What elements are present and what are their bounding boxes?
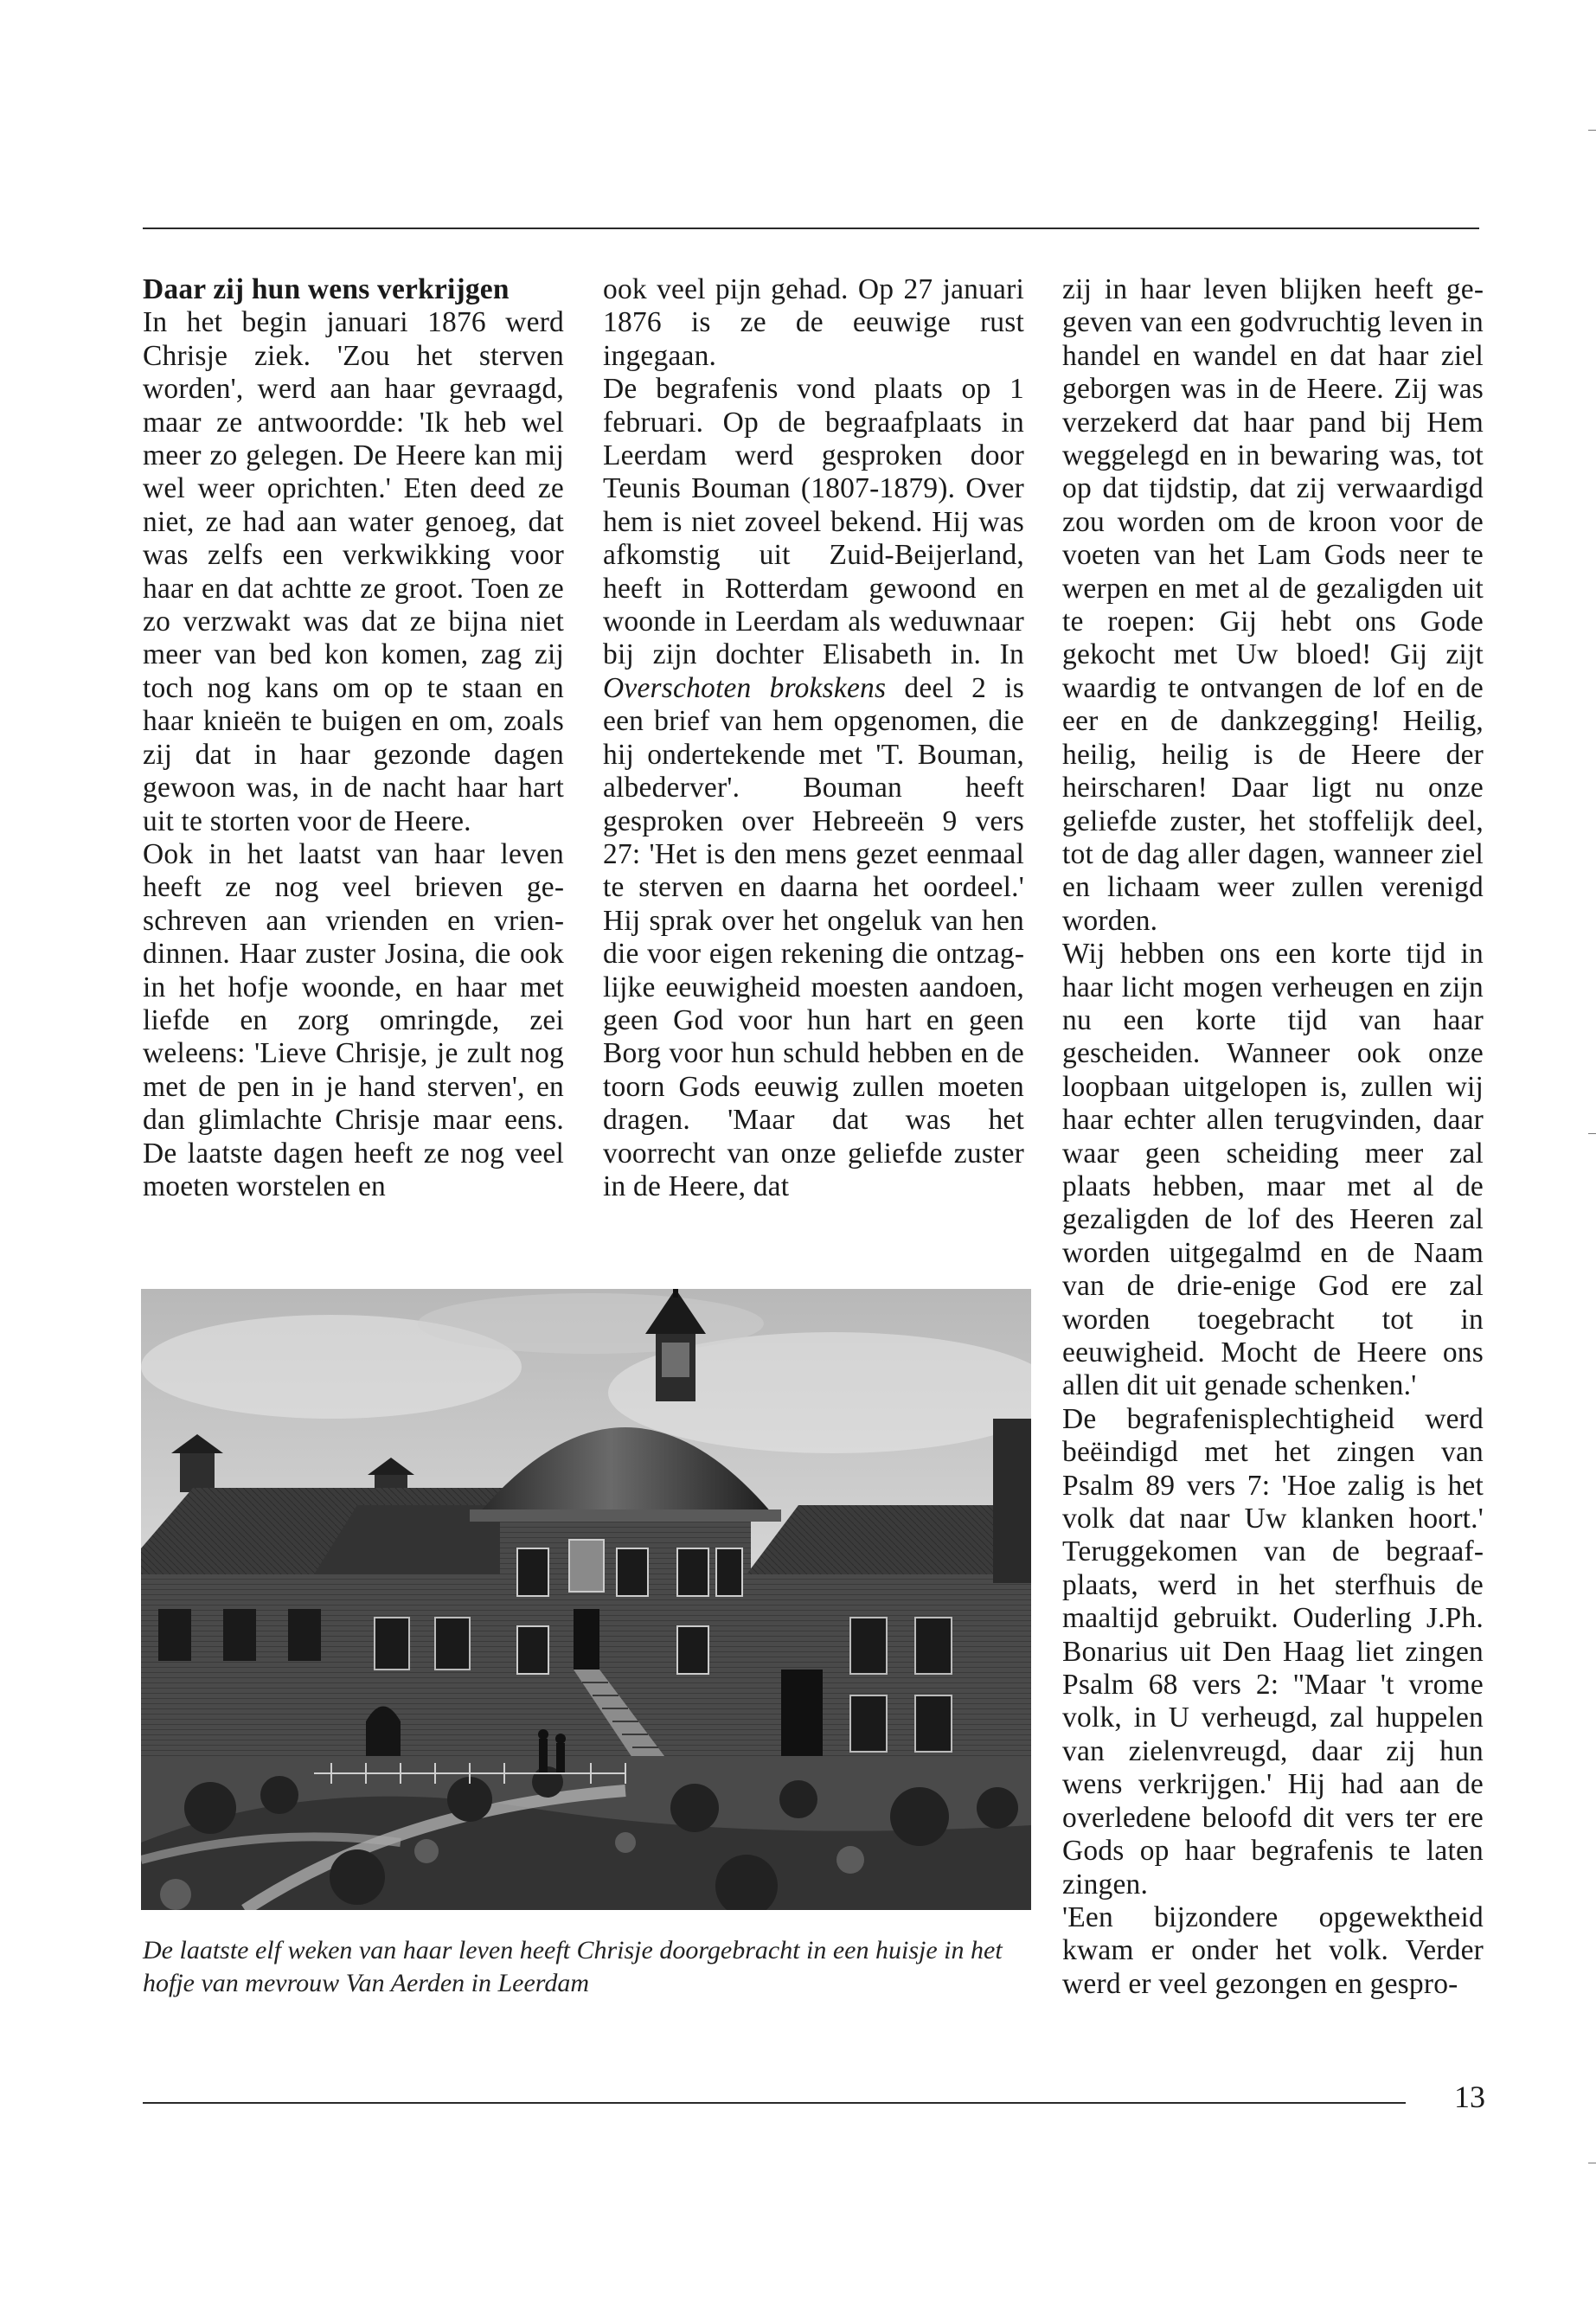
book-title-italic: Overschoten broks — [603, 671, 834, 704]
hofje-photo — [141, 1289, 1031, 1910]
text-column-1 — [143, 273, 564, 1203]
text-column-2 — [603, 273, 1024, 1203]
paragraph: zij in haar leven blijken heeft gegeven van een godvruchtig leven in handel en wandel en dat haar ziel geborgen was in de Heere. Zij was verzekerd dat haar pand bij Hem weggelegd en in bewaring was, tot op dat tijdstip, dat zij verwaardigd zou worden om de kroon voor de voeten van het Lam Gods neer te werpen en met al de gezaligden uit te roepen: Gij hebt ons Gode gekocht met Uw bloed! Gij zijt waardig te ontvangen de lof en de eer en de dankzegging! Heilig, heilig, heilig is de Heere der heirscharen! Daar ligt nu onze geliefde zuster, het stoffelijk deel, tot de dag aller dagen, wanneer ziel en lichaam weer zullen verenigd worden. — [1062, 273, 1484, 937]
top-rule — [143, 228, 1479, 229]
crop-mark — [1588, 1133, 1596, 1134]
book-title-italic: kens — [833, 671, 887, 704]
paragraph: De begrafenisplechtigheid werd beëindigd met het zingen van Psalm 89 vers 7: 'Hoe zalig is het volk dat naar Uw klanken hoort.' Teruggekomen van de begraafplaats, werd in het sterfhuis de maaltijd gebruikt. Ouderling J.Ph. Bonarius uit Den Haag liet zingen Psalm 68 vers 2: ''Maar 't vrome volk, in U verheugd, zal huppelen van zielenvreugd, daar zij hun wens verkrijgen.' Hij had aan de overledene beloofd dit vers ter ere Gods op haar begrafenis te laten zingen. — [1062, 1402, 1484, 1900]
paragraph: In het begin januari 1876 werd Chrisje ziek. 'Zou het sterven worden', werd aan haar gevraagd, maar ze antwoordde: 'Ik heb wel meer zo gelegen. De Heere kan mij wel weer oprichten.' Eten deed ze niet, ze had aan water genoeg, dat was zelfs een verkwikking voor haar en dat achtte ze groot. Toen ze zo verzwakt was dat ze bijna niet meer van bed kon komen, zag zij toch nog kans om op te staan en haar knieën te buigen en om, zoals zij dat in haar gezonde dagen gewoon was, in de nacht haar hart uit te storten voor de Heere. — [143, 306, 564, 837]
text-column-3 — [1062, 273, 1484, 2001]
paragraph-text: De begrafenis vond plaats op 1 februari. Op de begraafplaats in Leerdam werd gesproken door Teunis Bouman (1807-1879). Over hem is niet zoveel bekend. Hij was afkomstig uit Zuid-Beijerland, heeft in Rotterdam gewoond en woonde in Leerdam als weduwnaar bij zijn dochter Elisabeth in. In — [603, 373, 1024, 671]
section-heading: Daar zij hun wens verkrijgen — [143, 273, 510, 305]
paragraph: ook veel pijn gehad. Op 27 januari 1876 is ze de eeuwige rust ingegaan. — [603, 273, 1024, 372]
paragraph: 'Een bijzondere opgewektheid kwam er onder het volk. Verder werd er veel gezongen en gespro- — [1062, 1900, 1484, 2000]
page-number: 13 — [1454, 2080, 1485, 2114]
paragraph-text: deel 2 is een brief van hem opgenomen, die hij ondertekende met 'T. Bouman, albederver'. Bouman heeft gesproken over Hebreeën 9 vers 27: 'Het is den mens gezet eenmaal te sterven en daarna het oordeel.' Hij sprak over het ongeluk van hen die voor eigen rekening die ontzaglijke eeuwigheid moesten aandoen, geen God voor hun hart en geen Borg voor hun schuld hebben en de toorn Gods eeuwig zullen moeten dragen. 'Maar dat was het voorrecht van onze geliefde zuster in de Heere, dat — [603, 671, 1024, 1202]
paragraph: Wij hebben ons een korte tijd in haar licht mogen verheugen en zijn nu een korte tijd van haar gescheiden. Wanneer ook onze loopbaan uitgelopen is, zullen wij haar echter allen terugvinden, daar waar geen scheiding meer zal plaats hebben, maar met al de gezaligden de lof des Heeren zal worden uitgegalmd en de Naam van de drie-enige God ere zal worden toegebracht tot in eeuwigheid. Mocht de Heere ons allen dit uit genade schenken.' — [1062, 938, 1484, 1402]
bottom-rule — [143, 2102, 1406, 2104]
paragraph: Ook in het laatst van haar leven heeft ze nog veel brieven geschreven aan vrienden en vriendinnen. Haar zuster Josina, die ook in het hofje woonde, en haar met liefde en zorg omringde, zei weleens: 'Lieve Chrisje, je zult nog met de pen in je hand sterven', en dan glimlachte Chrisje maar eens. De laatste dagen heeft ze nog veel moeten worstelen en — [143, 837, 564, 1202]
crop-mark — [1588, 130, 1596, 131]
paragraph — [603, 373, 1024, 1203]
photo-caption: De laatste elf weken van haar leven heeft Chrisje doorgebracht in een huisje in het hofje van mevrouw Van Aerden in Leerdam — [143, 1936, 1003, 1997]
